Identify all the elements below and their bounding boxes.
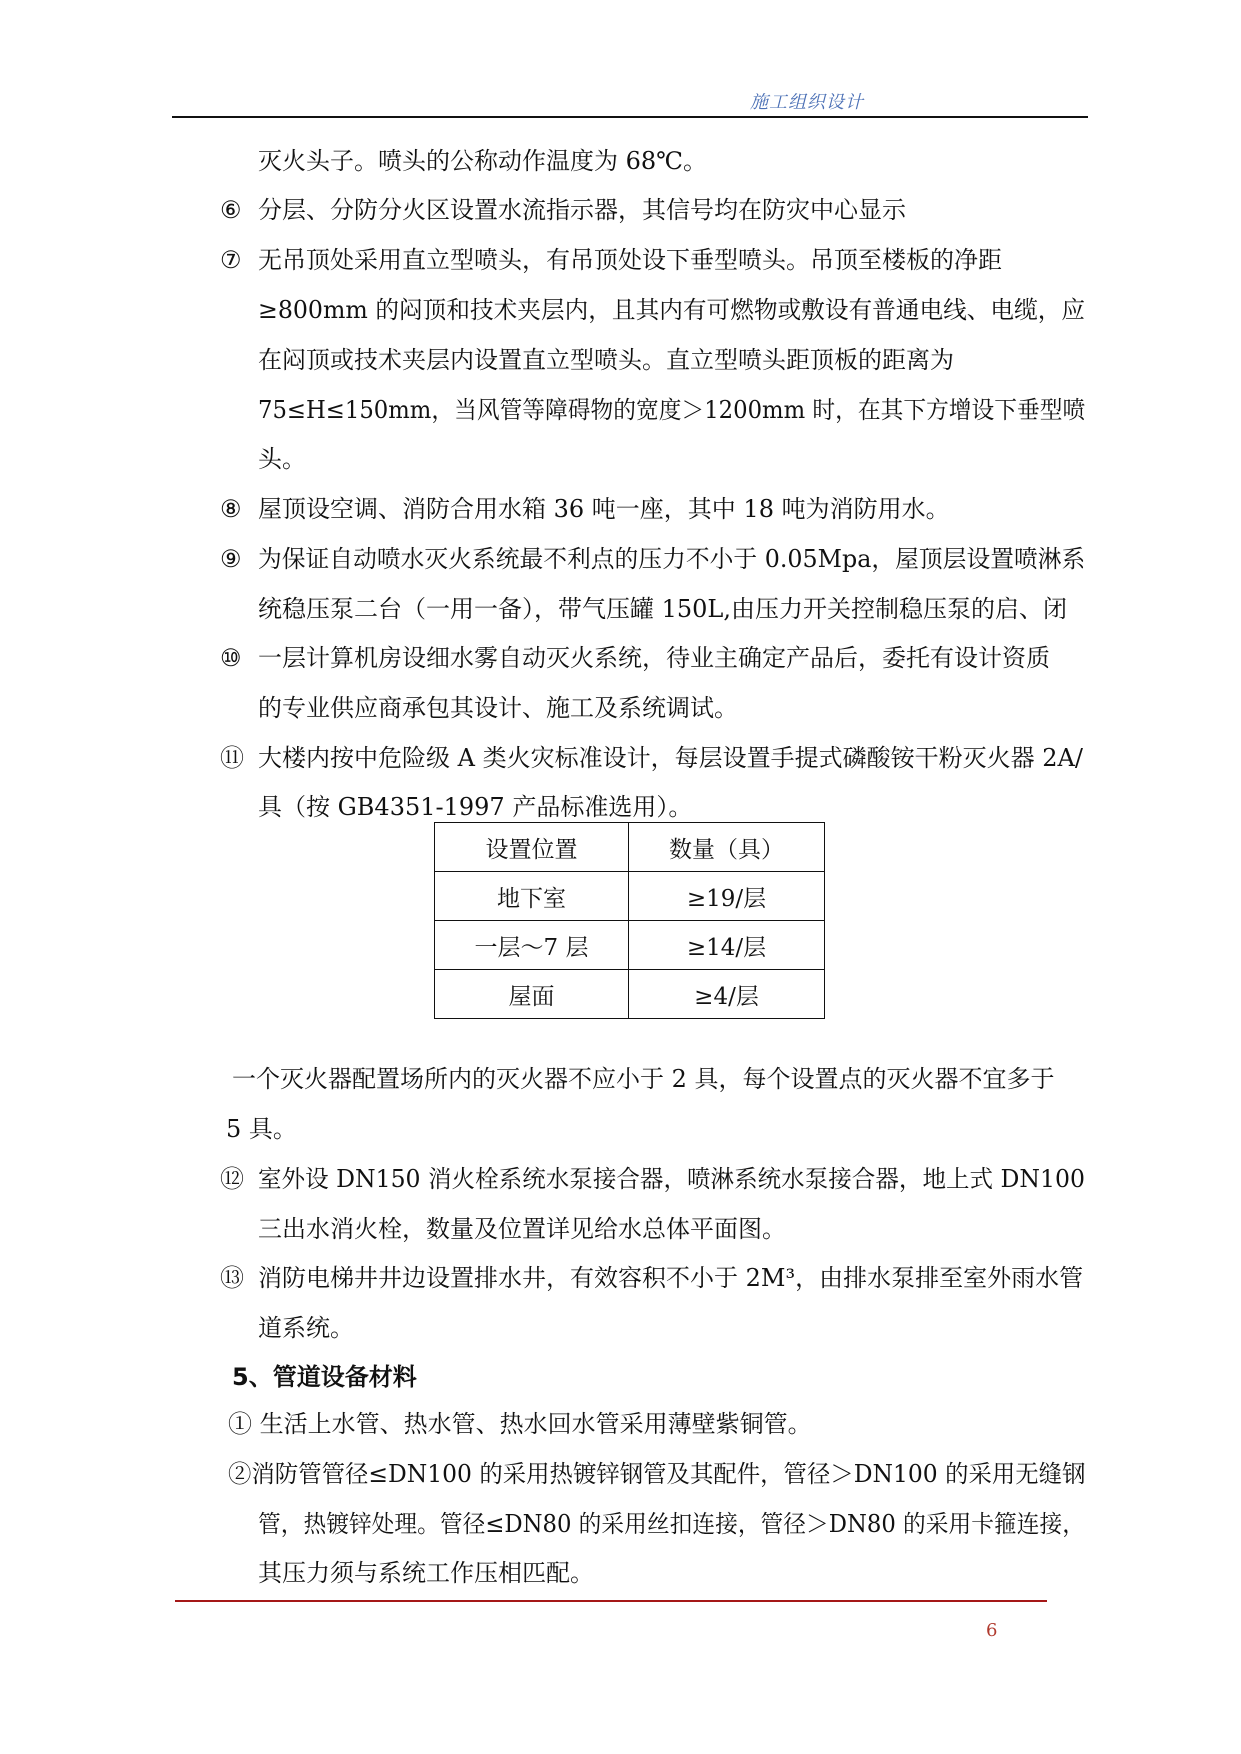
item-marker-9: ⑨ (220, 545, 242, 573)
section-title: 5、管道设备材料 (232, 1363, 417, 1391)
table-cell: ≥19/层 (629, 872, 825, 921)
para-line: 屋顶设空调、消防合用水箱 36 吨一座，其中 18 吨为消防用水。 (258, 495, 950, 523)
para-line: 管，热镀锌处理。管径≤DN80 的采用丝扣连接，管径＞DN80 的采用卡箍连接， (258, 1510, 1085, 1538)
table-cell: ≥4/层 (629, 970, 825, 1019)
header-rule (172, 116, 1088, 118)
item-marker-8: ⑧ (220, 495, 242, 523)
table-row (435, 872, 825, 921)
para-line: 消防电梯井井边设置排水井，有效容积不小于 2M³，由排水泵排至室外雨水管 (258, 1264, 1084, 1292)
item-marker-12: ⑫ (220, 1165, 244, 1193)
para-line: 头。 (258, 445, 306, 473)
header-title: 施工组织设计 (750, 92, 864, 113)
table-header-cell: 数量（具） (629, 823, 825, 872)
table-header-cell: 设置位置 (435, 823, 629, 872)
para-line: 在闷顶或技术夹层内设置直立型喷头。直立型喷头距顶板的距离为 (258, 346, 954, 374)
para-line: 大楼内按中危险级 A 类火灾标准设计，每层设置手提式磷酸铵干粉灭火器 2A/ (258, 744, 1083, 772)
para-line: 一个灭火器配置场所内的灭火器不应小于 2 具，每个设置点的灭火器不宜多于 (232, 1065, 1055, 1093)
table-row (435, 921, 825, 970)
para-line: 75≤H≤150mm，当风管等障碍物的宽度＞1200mm 时，在其下方增设下垂型喷 (258, 396, 1086, 424)
table-header-row (435, 823, 825, 872)
item-marker-11: ⑪ (220, 744, 244, 772)
para-line: 的专业供应商承包其设计、施工及系统调试。 (258, 694, 738, 722)
para-line: 道系统。 (258, 1314, 354, 1342)
para-line: 其压力须与系统工作压相匹配。 (258, 1559, 594, 1587)
table-cell: 屋面 (435, 970, 629, 1019)
table-cell: 一层～7 层 (435, 921, 629, 970)
para-line: 三出水消火栓，数量及位置详见给水总体平面图。 (258, 1215, 786, 1243)
extinguisher-table (434, 822, 825, 1019)
para-line: 室外设 DN150 消火栓系统水泵接合器，喷淋系统水泵接合器，地上式 DN100 (258, 1165, 1085, 1193)
para-line: 为保证自动喷水灭火系统最不利点的压力不小于 0.05Mpa，屋顶层设置喷淋系 (258, 545, 1086, 573)
para-line: 灭火头子。喷头的公称动作温度为 68℃。 (258, 147, 708, 175)
item-marker-10: ⑩ (220, 644, 242, 672)
table-row (435, 970, 825, 1019)
para-line: 无吊顶处采用直立型喷头，有吊顶处设下垂型喷头。吊顶至楼板的净距 (258, 246, 1002, 274)
page-number: 6 (986, 1620, 998, 1641)
footer-rule (175, 1600, 1047, 1602)
para-line: 5 具。 (226, 1115, 297, 1143)
para-line: ≥800mm 的闷顶和技术夹层内，且其内有可燃物或敷设有普通电线、电缆，应 (258, 296, 1086, 324)
item-marker-13: ⑬ (220, 1264, 244, 1292)
item-marker-7: ⑦ (220, 246, 242, 274)
para-line: 分层、分防分火区设置水流指示器，其信号均在防灾中心显示 (258, 196, 906, 224)
item-marker-6: ⑥ (220, 196, 242, 224)
para-line: 具（按 GB4351-1997 产品标准选用）。 (258, 793, 693, 821)
para-line: 统稳压泵二台（一用一备），带气压罐 150L,由压力开关控制稳压泵的启、闭 (258, 595, 1068, 623)
para-line: ②消防管管径≤DN100 的采用热镀锌钢管及其配件，管径＞DN100 的采用无缝钢 (228, 1460, 1086, 1488)
para-line: ① 生活上水管、热水管、热水回水管采用薄壁紫铜管。 (228, 1410, 812, 1438)
para-line: 一层计算机房设细水雾自动灭火系统，待业主确定产品后，委托有设计资质 (258, 644, 1050, 672)
table-cell: ≥14/层 (629, 921, 825, 970)
table-cell: 地下室 (435, 872, 629, 921)
